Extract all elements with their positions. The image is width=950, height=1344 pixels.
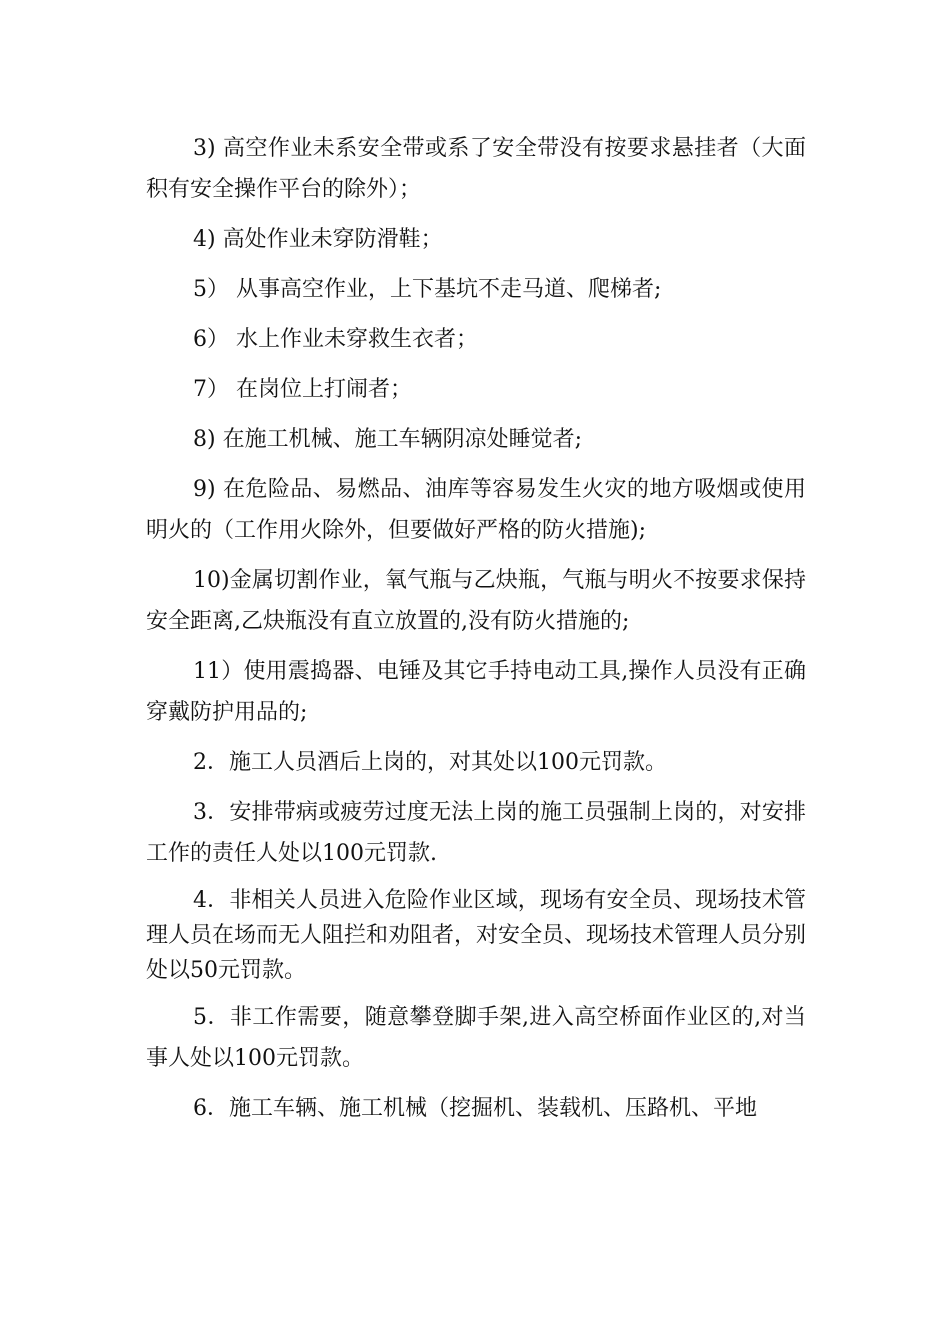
paragraph-item-11: 11）使用震捣器、电锤及其它手持电动工具,操作人员没有正确穿戴防护用品的;: [146, 659, 806, 725]
paragraph-item-10: 10)金属切割作业，氧气瓶与乙炔瓶，气瓶与明火不按要求保持安全距离,乙炔瓶没有直立放置的,没有防火措施的;: [146, 568, 806, 634]
paragraph-rule-3: 3．安排带病或疲劳过度无法上岗的施工员强制上岗的，对安排工作的责任人处以100元罚款.: [146, 800, 806, 866]
paragraph-rule-4: 4．非相关人员进入危险作业区域，现场有安全员、现场技术管理人员在场而无人阻拦和劝阻者，对安全员、现场技术管理人员分别处以50元罚款。: [146, 888, 807, 983]
paragraph-item-3: 3) 高空作业未系安全带或系了安全带没有按要求悬挂者（大面积有安全操作平台的除外）；: [146, 136, 806, 202]
paragraph-rule-2: 2．施工人员酒后上岗的，对其处以100元罚款。: [193, 750, 667, 775]
paragraph-item-9: 9) 在危险品、易燃品、油库等容易发生火灾的地方吸烟或使用明火的（工作用火除外，但要做好严格的防火措施);: [146, 477, 806, 543]
paragraph-rule-6: 6．施工车辆、施工机械（挖掘机、装载机、压路机、平地: [193, 1096, 757, 1121]
paragraph-item-8: 8) 在施工机械、施工车辆阴凉处睡觉者;: [193, 427, 582, 452]
document-body: [146, 128, 806, 1138]
paragraph-item-4: 4) 高处作业未穿防滑鞋；: [193, 227, 443, 252]
paragraph-rule-5: 5．非工作需要，随意攀登脚手架,进入高空桥面作业区的,对当事人处以100元罚款。: [146, 1005, 806, 1071]
paragraph-item-6: 6） 水上作业未穿救生衣者；: [193, 327, 478, 352]
paragraph-item-7: 7） 在岗位上打闹者；: [193, 377, 412, 402]
paragraph-item-5: 5） 从事高空作业，上下基坑不走马道、爬梯者;: [193, 277, 662, 302]
